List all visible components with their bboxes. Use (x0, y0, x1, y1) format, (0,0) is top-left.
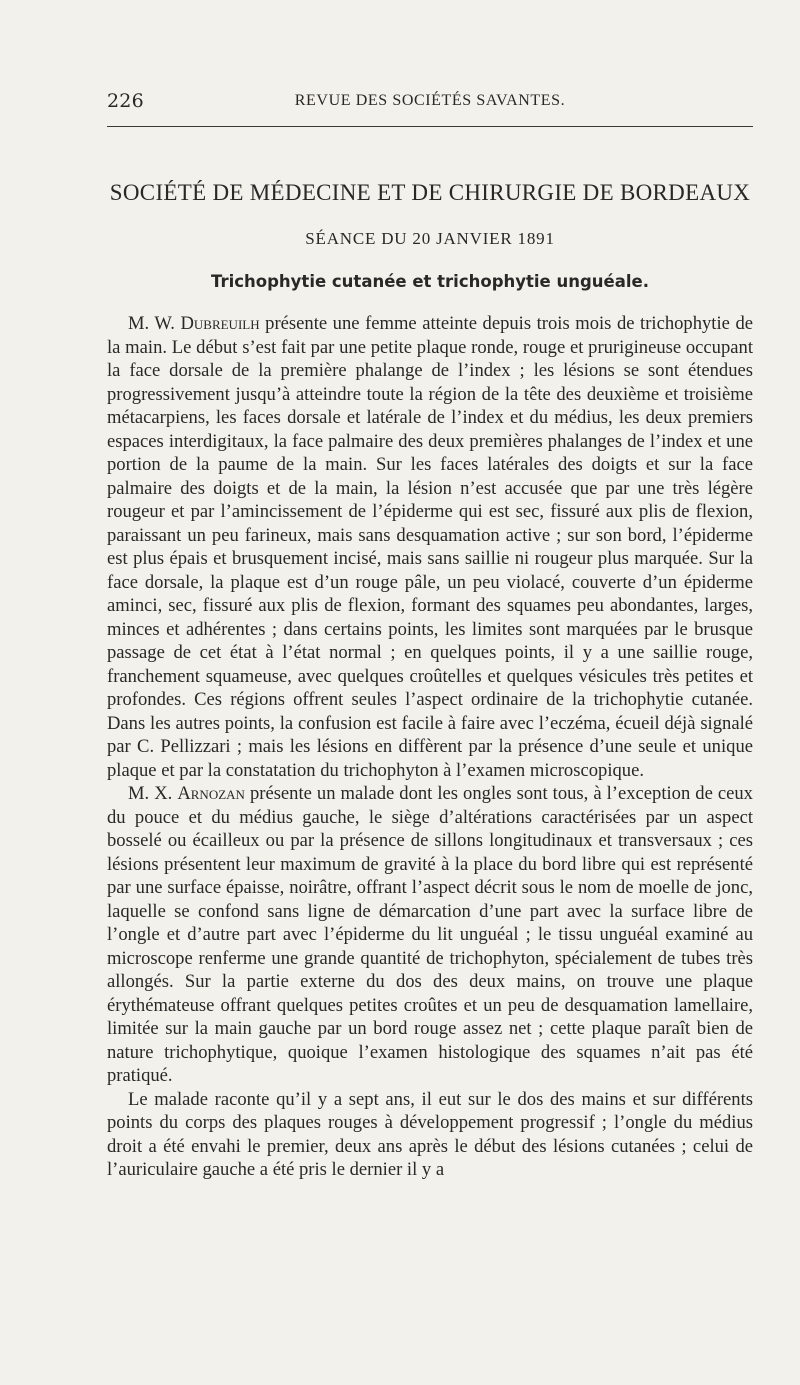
header-rule (107, 126, 753, 127)
paragraph-text: présente un malade dont les ongles sont tous, à l’exception de ceux du pouce et du médius gauche, le siège d’altérations caractérisées par un aspect bosselé ou écailleux ou par la présence de sillons longitudinaux et transversaux ; ces lésions présentent leur maximum de gravité à la place du bord libre qui est représenté par une surface épaisse, noirâtre, offrant l’aspect décrit sous le nom de moelle de jonc, laquelle se confond sans ligne de démarcation d’une part avec la surface libre de l’ongle et d’autre part avec l’épiderme du lit unguéal ; le tissu unguéal examiné au microscope renferme une grande quantité de trichophyton, spécialement de tubes très allongés. Sur la partie externe du dos des deux mains, on trouve une plaque érythémateuse offrant quelques petites croûtes et un peu de desquamation lamellaire, limitée sur la main gauche par un bord rouge assez net ; cette plaque paraît bien de nature trichophytique, quoique l’examen histologique des squames n’ait pas été pratiqué. (107, 783, 753, 1086)
author-name: Arnozan (177, 783, 245, 804)
article-title: Trichophytie cutanée et trichophytie unguéale. (211, 272, 649, 291)
paragraph-history (107, 1088, 753, 1182)
paragraph-text: présente une femme atteinte depuis trois mois de trichophytie de la main. Le début s’est fait par une petite plaque ronde, rouge et prurigineuse occupant la face dorsale de la première phalange de l’index ; les lésions se sont étendues progressivement jusqu’à atteindre toute la région de la tête des deuxième et troisième métacarpiens, les faces dorsale et latérale de l’index et du médius, les deux premiers espaces interdigitaux, la face palmaire des deux premières phalanges de l’index et une portion de la paume de la main. Sur les faces latérales des doigts et sur la face palmaire des doigts et de la main, la lésion n’est accusée que par une très légère rougeur et par l’amincissement de l’épiderme qui est sec, fissuré aux plis de flexion, paraissant un peu farineux, mais sans desquamation active ; sur son bord, l’épiderme est plus épais et brusquement incisé, mais sans saillie ni rougeur plus marquée. Sur la face dorsale, la plaque est d’un rouge pâle, un peu violacé, couverte d’un épiderme aminci, sec, fissuré aux plis de flexion, formant des squames peu abondantes, larges, minces et adhérentes ; dans certains points, les limites sont marquées par le brusque passage de cet état à l’état normal ; en quelques points, il y a une saillie rouge, franchement squameuse, avec quelques croûtelles et quelques vésicules très petites et profondes. Ces régions offrent seules l’aspect ordinaire de la trichophytie cutanée. Dans les autres points, la confusion est facile à faire avec l’eczéma, écueil déjà signalé par C. Pellizzari ; mais les lésions en diffèrent par la présence d’une seule et unique plaque et par la constatation du trichophyton à l’examen microscopique. (107, 313, 753, 781)
society-title: SOCIÉTÉ DE MÉDECINE ET DE CHIRURGIE DE BORDEAUX (109, 180, 751, 205)
paragraph-dubreuilh (107, 312, 753, 782)
session-date: SÉANCE DU 20 JANVIER 1891 (305, 229, 555, 248)
paragraph-lead: M. X. (128, 783, 178, 804)
author-name: Dubreuilh (180, 313, 260, 334)
article-body (107, 312, 753, 1182)
paragraph-arnozan (107, 782, 753, 1088)
page-number: 226 (107, 90, 144, 112)
paragraph-lead: M. W. (128, 313, 181, 334)
running-title: REVUE DES SOCIÉTÉS SAVANTES. (294, 92, 566, 109)
paragraph-text: Le malade raconte qu’il y a sept ans, il eut sur le dos des mains et sur différents points du corps des plaques rouges à développement progressif ; l’ongle du médius droit a été envahi le premier, deux ans après le début des lésions cutanées ; celui de l’auriculaire gauche a été pris le dernier il y a (107, 1088, 753, 1180)
